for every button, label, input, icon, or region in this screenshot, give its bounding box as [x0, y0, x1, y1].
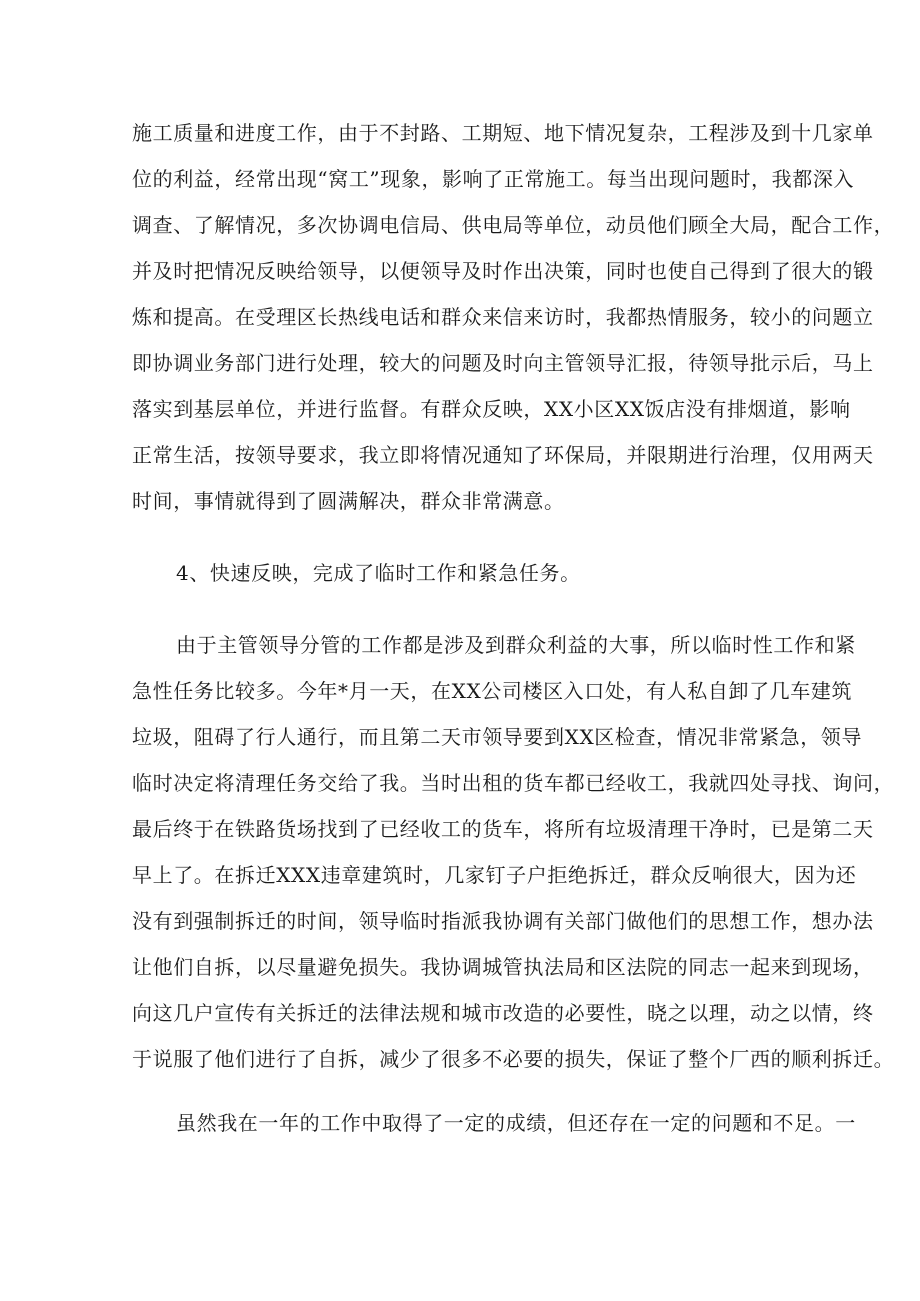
text-line: 并及时把情况反映给领导，以便领导及时作出决策，同时也使自己得到了很大的锻 — [132, 259, 874, 283]
text-line: 临时决定将清理任务交给了我。当时出租的货车都已经收工，我就四处寻找、询问， — [132, 771, 895, 795]
text-line: 向这几户宣传有关拆迁的法律法规和城市改造的必要性，晓之以理，动之以情，终 — [132, 1001, 874, 1025]
text-line: 落实到基层单位，并进行监督。有群众反映，XX小区XX饭店没有排烟道，影响 — [132, 397, 851, 421]
paragraph-urgent-tasks — [132, 622, 895, 1082]
paragraph-shortcomings — [132, 1100, 856, 1146]
text-line: 施工质量和进度工作，由于不封路、工期短、地下情况复杂，工程涉及到十几家单 — [132, 121, 874, 145]
heading-text: 4、快速反映，完成了临时工作和紧急任务。 — [176, 561, 581, 585]
text-line: 垃圾，阻碍了行人通行，而且第二天市领导要到XX区检查，情况非常紧急，领导 — [132, 725, 863, 749]
section-heading-4 — [176, 550, 796, 596]
text-line: 即协调业务部门进行处理，较大的问题及时向主管领导汇报，待领导批示后，马上 — [132, 351, 874, 375]
text-line: 最后终于在铁路货场找到了已经收工的货车，将所有垃圾清理干净时，已是第二天 — [132, 817, 874, 841]
paragraph-construction-coordination — [132, 110, 895, 524]
text-line: 早上了。在拆迁XXX违章建筑时，几家钉子户拒绝拆迁，群众反响很大，因为还 — [132, 863, 857, 887]
text-line: 时间，事情就得到了圆满解决，群众非常满意。 — [132, 489, 565, 513]
text-line: 于说服了他们进行了自拆，减少了很多不必要的损失，保证了整个厂西的顺利拆迁。 — [132, 1047, 895, 1071]
text-line: 让他们自拆，以尽量避免损失。我协调城管执法局和区法院的同志一起来到现场， — [132, 955, 874, 979]
text-line: 调查、了解情况，多次协调电信局、供电局等单位，动员他们顾全大局，配合工作， — [132, 213, 895, 237]
text-line: 没有到强制拆迁的时间，领导临时指派我协调有关部门做他们的思想工作，想办法 — [132, 909, 874, 933]
text-line: 由于主管领导分管的工作都是涉及到群众利益的大事，所以临时性工作和紧 — [176, 633, 856, 657]
text-line: 急性任务比较多。今年*月一天，在XX公司楼区入口处，有人私自卸了几车建筑 — [132, 679, 853, 703]
text-line: 正常生活，按领导要求，我立即将情况通知了环保局，并限期进行治理，仅用两天 — [132, 443, 874, 467]
text-line: 虽然我在一年的工作中取得了一定的成绩，但还存在一定的问题和不足。一 — [176, 1111, 856, 1135]
text-line: 位的利益，经常出现“窝工”现象，影响了正常施工。每当出现问题时，我都深入 — [132, 167, 855, 191]
text-line: 炼和提高。在受理区长热线电话和群众来信来访时，我都热情服务，较小的问题立 — [132, 305, 874, 329]
